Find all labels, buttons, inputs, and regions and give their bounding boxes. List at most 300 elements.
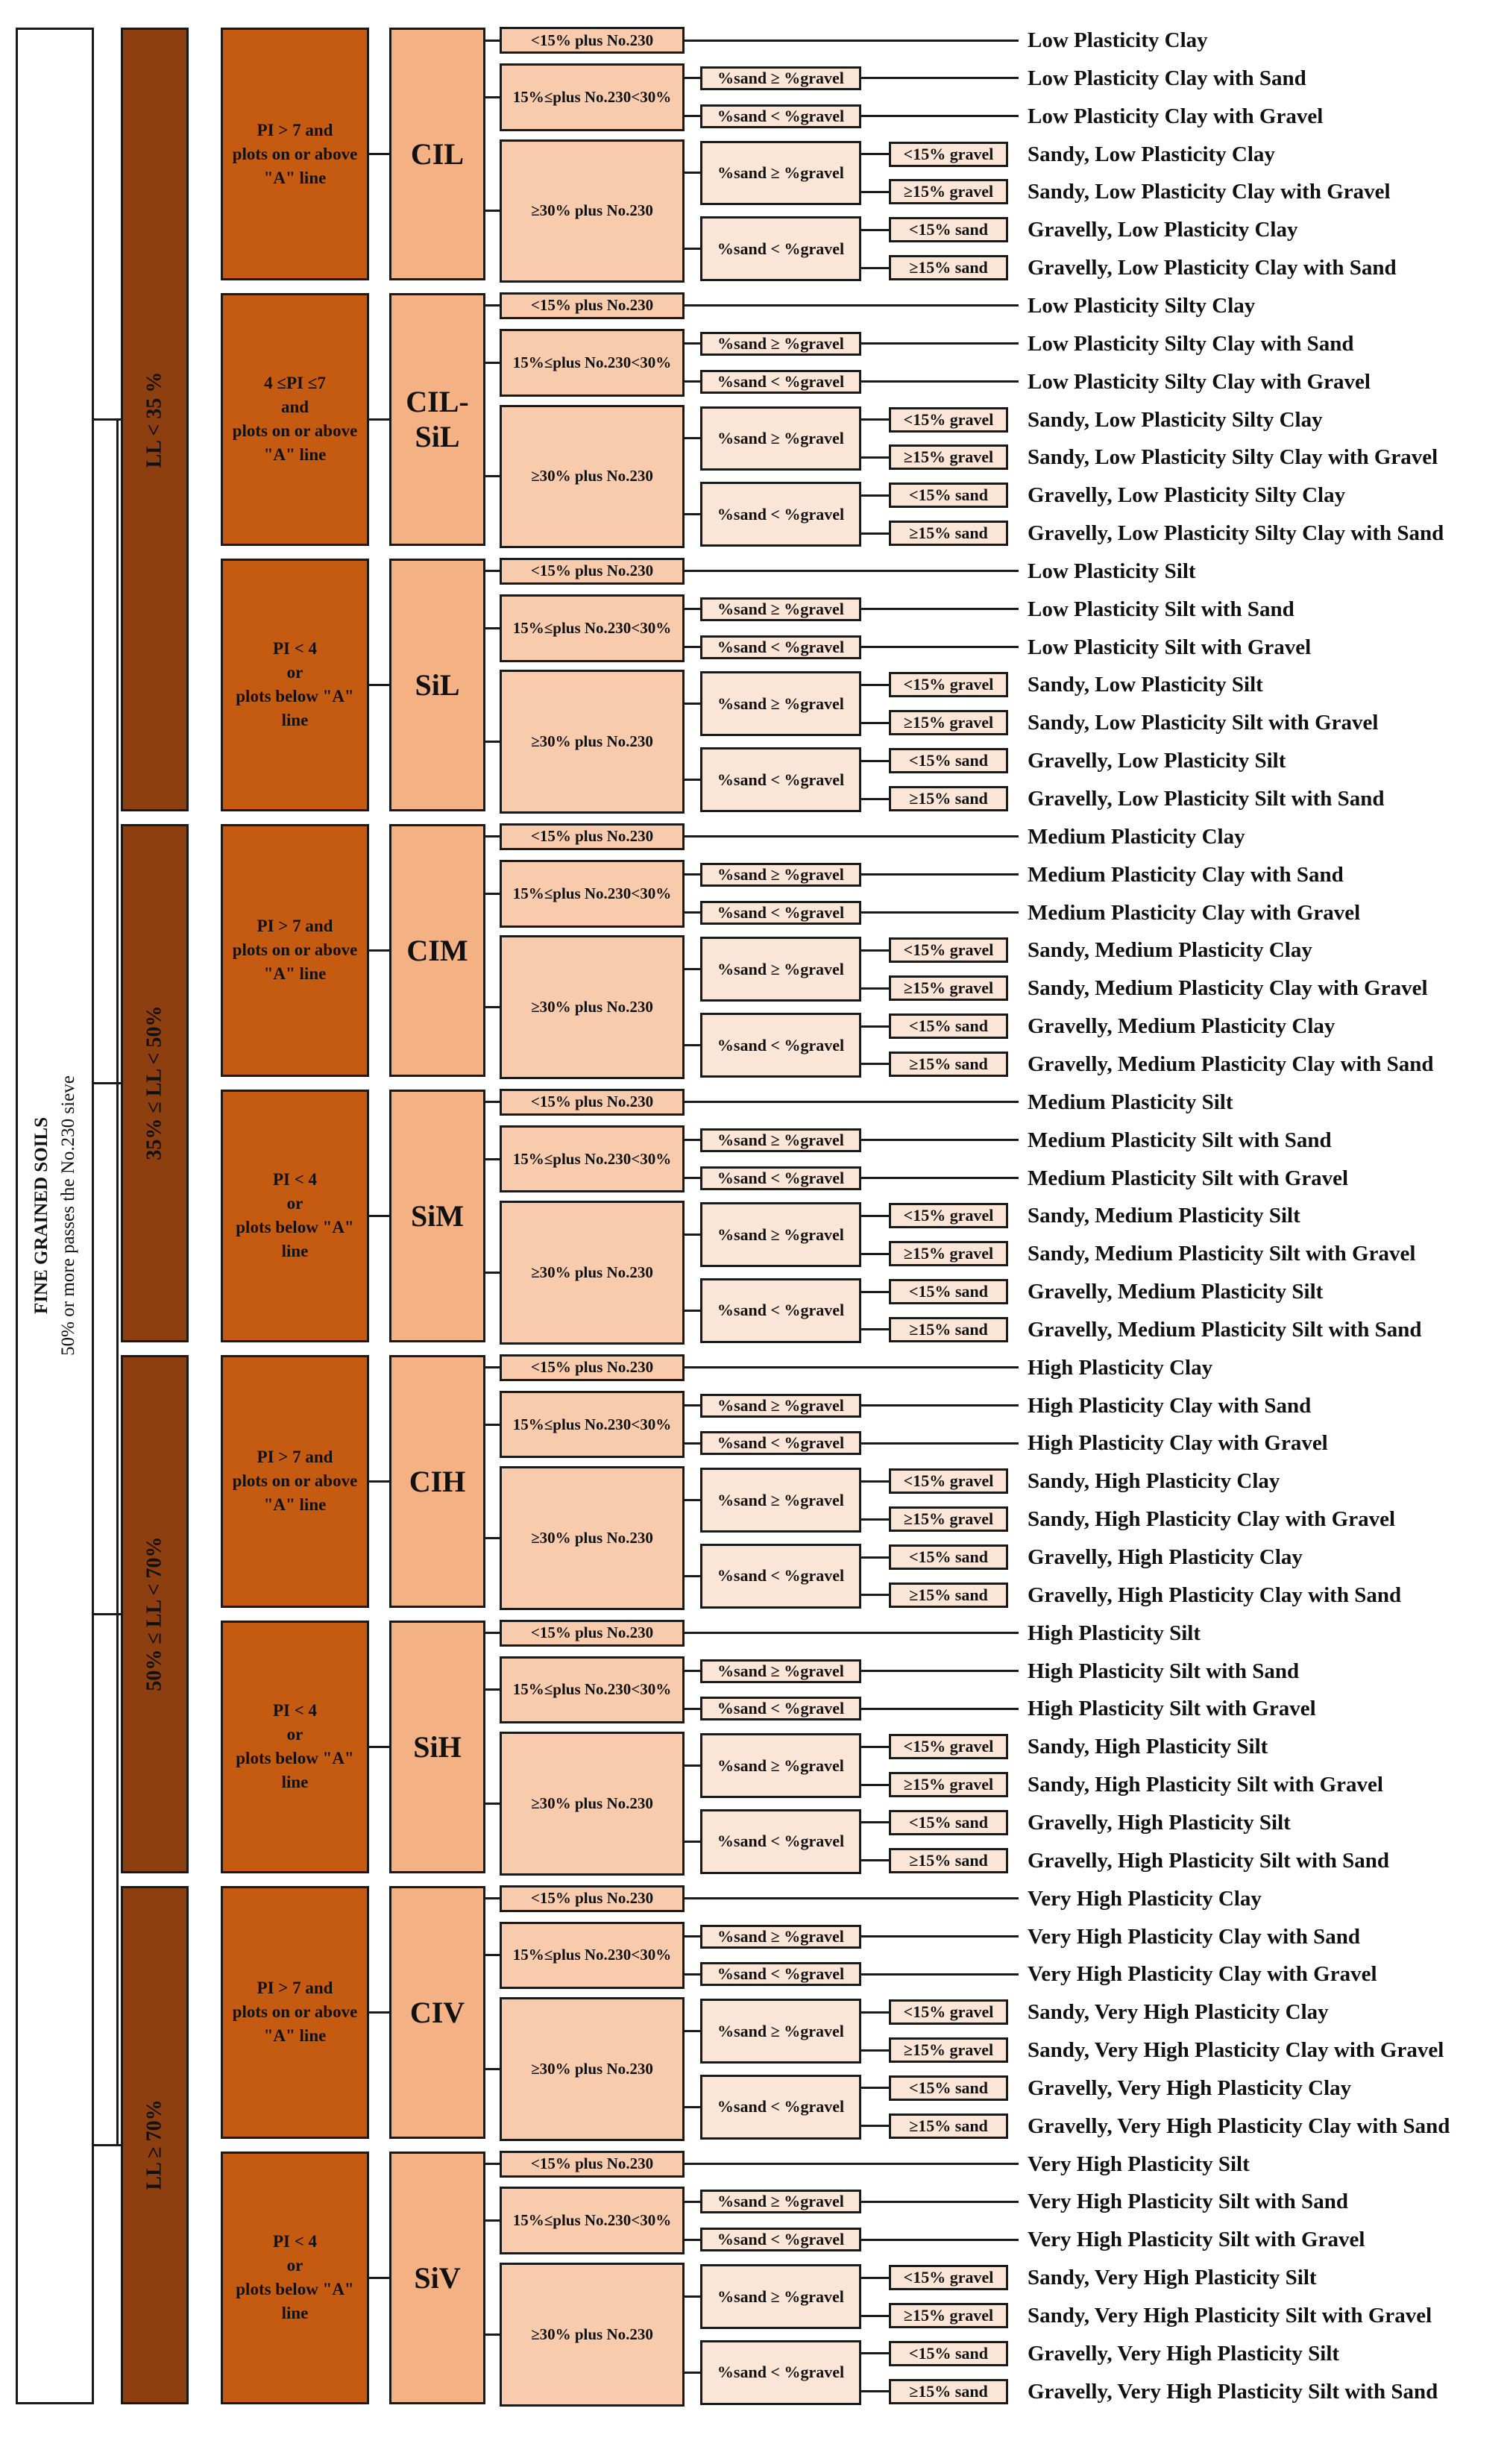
sand-gravel-box [700,104,861,128]
soil-group-name: Very High Plasticity Clay with Gravel [1028,1962,1377,1987]
fraction-box [889,1999,1008,2025]
condition-line: PI > 7 and [257,120,333,139]
condition-line: plots below "A" [236,1218,354,1237]
sieve-box-ge30 [500,1466,685,1610]
sand-gravel-label: %sand < %gravel [717,2097,845,2116]
connector-line [685,380,700,383]
connector-line [861,2125,889,2127]
connector-line [685,1708,700,1710]
connector-line [861,911,1019,914]
connector-line [485,570,500,572]
soil-code: CIM [406,933,468,967]
sand-gravel-box [700,901,861,925]
connector-line [685,1632,1019,1634]
soil-group-name: Gravelly, Low Plasticity Silty Clay with Sand [1028,521,1444,546]
sieve-box-lt15 [500,823,685,850]
condition-line: PI < 4 [272,1170,318,1189]
sand-gravel-label: %sand ≥ %gravel [717,864,844,884]
connector-line [485,627,500,629]
connector-line [685,646,700,648]
soil-code-box [389,293,485,546]
connector-line [685,703,700,705]
root-subtitle: 50% or more passes the No.230 sieve [57,1075,78,1357]
sand-gravel-box [700,671,861,736]
connector-line [485,40,500,42]
soil-group-name: Sandy, Low Plasticity Silt with Gravel [1028,711,1379,735]
connector-line [861,2201,1019,2203]
fraction-box [889,142,1008,167]
soil-group-name: Sandy, Low Plasticity Silty Clay [1028,407,1323,432]
condition-line: "A" line [263,445,327,465]
connector-line [861,2315,889,2317]
fraction-label: <15% gravel [903,144,994,163]
fraction-label: ≥15% gravel [903,447,994,467]
liquid-limit-label: 35% ≤ LL < 50% [142,1005,166,1160]
fraction-label: <15% gravel [903,2268,994,2287]
soil-group-name: Sandy, Very High Plasticity Silt with Gravel [1028,2304,1432,2328]
connector-line [861,1404,1019,1407]
fraction-label: ≥15% sand [909,2381,988,2401]
connector-line [485,835,500,837]
sieve-label: ≥30% plus No.230 [531,1529,653,1547]
connector-line [861,1973,1019,1976]
sieve-label: <15% plus No.230 [530,296,654,315]
connector-line [685,968,700,970]
connector-line [861,2352,889,2354]
sieve-box-ge30 [500,1201,685,1345]
soil-code-box [389,28,485,280]
sand-gravel-box [700,1659,861,1683]
connector-line [685,1841,700,1843]
sieve-box-lt15 [500,1089,685,1116]
soil-group-name: High Plasticity Silt with Gravel [1028,1697,1316,1721]
soil-group-name: Gravelly, Very High Plasticity Silt with Sand [1028,2379,1438,2404]
soil-group-name: Gravelly, Medium Plasticity Clay with Sand [1028,1052,1434,1076]
condition-box [221,1090,369,1342]
connector-line [685,1575,700,1577]
sieve-box-ge30 [500,1732,685,1876]
fraction-label: ≥15% gravel [903,1244,994,1263]
connector-line [369,2277,389,2279]
connector-line [94,1613,121,1615]
connector-line [485,1366,500,1368]
condition-line: plots below "A" [236,1749,354,1768]
fraction-box [889,1203,1008,1228]
sand-gravel-label: %sand ≥ %gravel [717,2287,844,2306]
liquid-limit-box [121,28,189,811]
fraction-label: <15% gravel [903,675,994,694]
sieve-box-mid [500,1391,685,1459]
sieve-box-ge30 [500,405,685,549]
sieve-box-mid [500,860,685,928]
fraction-box [889,672,1008,697]
sieve-box-ge30 [500,670,685,814]
connector-line [861,1784,889,1786]
sand-gravel-label: %sand < %gravel [717,1168,845,1187]
condition-line: line [281,1242,309,1261]
sand-gravel-label: %sand ≥ %gravel [717,959,844,978]
sieve-label: ≥30% plus No.230 [531,467,653,485]
condition-box [221,1621,369,1873]
sand-gravel-box [700,370,861,394]
fraction-label: <15% sand [908,1547,989,1566]
connector-line [861,1935,1019,1937]
fraction-label: ≥15% sand [909,1850,988,1870]
soil-code-box [389,1090,485,1342]
connector-line [861,115,1019,117]
connector-line [861,2277,889,2279]
sieve-label: <15% plus No.230 [530,1093,654,1111]
connector-line [861,987,889,990]
connector-line [861,2049,889,2052]
condition-text [233,371,358,467]
fraction-box [889,1052,1008,1077]
connector-line [861,873,1019,876]
condition-line: plots on or above [232,1471,358,1491]
fraction-box [889,2265,1008,2290]
sand-gravel-label: %sand ≥ %gravel [717,1756,844,1775]
fraction-box [889,786,1008,811]
connector-line [369,1215,389,1217]
soil-group-name: Gravelly, Medium Plasticity Clay [1028,1014,1335,1039]
condition-text [236,1168,353,1263]
sieve-label: ≥30% plus No.230 [531,1263,653,1282]
fraction-label: <15% gravel [903,409,994,429]
connector-line [861,1063,889,1065]
sieve-box-lt15 [500,2151,685,2178]
sand-gravel-label: %sand ≥ %gravel [717,333,844,353]
sand-gravel-box [700,1925,861,1949]
connector-line [685,1442,700,1445]
connector-line [369,153,389,155]
condition-text [233,914,358,986]
fraction-label: ≥15% sand [909,789,988,808]
connector-line [861,684,889,686]
soil-group-name: Low Plasticity Silty Clay with Sand [1028,331,1354,356]
soil-group-name: Gravelly, Low Plasticity Clay [1028,218,1298,242]
sand-gravel-label: %sand ≥ %gravel [717,599,844,618]
condition-box [221,293,369,546]
fraction-label: <15% gravel [903,940,994,960]
condition-line: or [286,663,303,682]
condition-line: PI < 4 [272,639,318,659]
sand-gravel-label: %sand < %gravel [717,1301,845,1320]
connector-line [94,1082,121,1084]
condition-line: "A" line [263,168,327,187]
soil-code: SiL [415,667,460,702]
connector-line [485,1006,500,1008]
connector-line [485,2163,500,2165]
connector-line [369,684,389,686]
connector-line [685,304,1019,307]
sand-gravel-box [700,332,861,356]
sand-gravel-box [700,2340,861,2405]
soil-group-name: Sandy, High Plasticity Silt [1028,1735,1268,1759]
sand-gravel-label: %sand < %gravel [717,1832,845,1851]
connector-line [685,1404,700,1407]
connector-line [685,1366,1019,1368]
sand-gravel-box [700,1733,861,1798]
fraction-box [889,748,1008,773]
connector-line [685,342,700,345]
condition-line: plots on or above [232,421,358,441]
connector-line [685,835,1019,837]
soil-group-name: Gravelly, Low Plasticity Silt [1028,749,1286,773]
connector-line [861,532,889,535]
connector-line [861,1746,889,1748]
fraction-label: <15% gravel [903,1471,994,1491]
soil-code-box [389,1355,485,1608]
fraction-box [889,217,1008,242]
connector-line [861,1556,889,1559]
soil-group-name: Sandy, Medium Plasticity Clay [1028,938,1312,963]
connector-line [685,1670,700,1672]
sieve-label: <15% plus No.230 [530,827,654,846]
soil-group-name: Gravelly, Low Plasticity Silt with Sand [1028,787,1385,811]
fraction-box [889,2379,1008,2404]
connector-line [861,494,889,497]
connector-line [861,608,1019,610]
connector-line [861,1594,889,1596]
sand-gravel-box [700,2190,861,2213]
sand-gravel-box [700,1278,861,1343]
liquid-limit-label: 50% ≤ LL < 70% [142,1536,166,1691]
root-label [28,1076,82,1357]
connector-line [485,1272,500,1274]
fraction-label: ≥15% sand [909,1319,988,1339]
connector-line [685,2372,700,2374]
sand-gravel-box [700,1013,861,1078]
connector-line [369,1480,389,1483]
soil-code: CIV [409,1995,465,2029]
sand-gravel-label: %sand < %gravel [717,637,845,656]
fraction-label: <15% sand [908,1812,989,1832]
sieve-label: 15%≤plus No.230<30% [512,353,672,371]
connector-line [485,1803,500,1805]
connector-line [685,1973,700,1976]
fraction-label: <15% sand [908,2343,989,2363]
fraction-box [889,1317,1008,1342]
soil-group-name: Gravelly, Low Plasticity Silty Clay [1028,483,1346,508]
condition-line: plots below "A" [236,687,354,706]
connector-line [685,1044,700,1046]
fraction-label: <15% gravel [903,2002,994,2022]
soil-group-name: Sandy, Medium Plasticity Clay with Gravel [1028,976,1428,1001]
sand-gravel-label: %sand ≥ %gravel [717,694,844,713]
sand-gravel-box [700,1394,861,1418]
connector-line [685,77,700,79]
sand-gravel-box [700,1468,861,1533]
sand-gravel-box [700,406,861,471]
soil-group-name: Sandy, High Plasticity Clay [1028,1469,1280,1494]
connector-line [861,1670,1019,1672]
sand-gravel-label: %sand ≥ %gravel [717,1661,844,1680]
condition-box [221,28,369,280]
fraction-label: ≥15% sand [909,524,988,543]
sand-gravel-box [700,635,861,659]
liquid-limit-box [121,1886,189,2404]
sieve-label: 15%≤plus No.230<30% [512,884,672,902]
sieve-label: ≥30% plus No.230 [531,732,653,751]
connector-line [369,2011,389,2014]
connector-line [485,1632,500,1634]
root-box-fine-grained-soils [16,28,94,2404]
fraction-label: <15% sand [908,2078,989,2097]
connector-line [485,893,500,895]
sand-gravel-box [700,1202,861,1267]
fraction-label: ≥15% gravel [903,182,994,201]
condition-line: PI < 4 [272,2232,318,2251]
condition-box [221,1886,369,2139]
soil-code: SiV [414,2260,461,2295]
fraction-box [889,1810,1008,1835]
soil-group-name: High Plasticity Clay [1028,1355,1213,1380]
sand-gravel-label: %sand < %gravel [717,1699,845,1718]
sieve-box-mid [500,329,685,397]
sand-gravel-box [700,1999,861,2064]
sieve-label: <15% plus No.230 [530,562,654,580]
condition-line: "A" line [263,2026,327,2046]
connector-line [685,115,700,117]
sieve-box-ge30 [500,139,685,283]
soil-group-name: Low Plasticity Silty Clay [1028,293,1256,318]
connector-line [685,1897,1019,1899]
fraction-label: ≥15% gravel [903,978,994,998]
connector-line [685,1935,700,1937]
soil-group-name: Gravelly, High Plasticity Clay with Sand [1028,1583,1402,1607]
connector-line [861,1480,889,1483]
sieve-label: <15% plus No.230 [530,2155,654,2173]
connector-line [861,798,889,800]
sand-gravel-label: %sand < %gravel [717,504,845,524]
soil-group-name: Very High Plasticity Clay [1028,1886,1262,1911]
sieve-box-ge30 [500,2263,685,2407]
sieve-box-mid [500,1125,685,1193]
sand-gravel-label: %sand < %gravel [717,902,845,922]
fraction-label: <15% gravel [903,1206,994,1225]
soil-group-name: Sandy, Low Plasticity Clay with Gravel [1028,180,1391,204]
sieve-box-lt15 [500,1885,685,1912]
sieve-box-ge30 [500,1997,685,2141]
fraction-box [889,1279,1008,1304]
connector-line [94,2144,121,2146]
sieve-label: ≥30% plus No.230 [531,201,653,220]
connector-line [861,1253,889,1255]
fraction-box [889,1583,1008,1608]
soil-group-name: Very High Plasticity Silt with Sand [1028,2190,1348,2214]
soil-group-name: Sandy, Low Plasticity Silt [1028,673,1263,697]
connector-line [861,1328,889,1330]
sand-gravel-label: %sand < %gravel [717,239,845,258]
soil-group-name: Low Plasticity Silt with Gravel [1028,635,1312,659]
fraction-label: ≥15% sand [909,1054,988,1073]
condition-text [236,637,353,732]
connector-line [485,1537,500,1539]
sieve-box-mid [500,594,685,662]
sand-gravel-label: %sand < %gravel [717,2363,845,2382]
connector-line [861,1518,889,1521]
fraction-label: <15% sand [908,1016,989,1036]
sieve-label: 15%≤plus No.230<30% [512,1680,672,1699]
connector-line [485,1424,500,1426]
connector-line [685,2201,700,2203]
soil-group-name: Sandy, High Plasticity Clay with Gravel [1028,1507,1396,1532]
fraction-box [889,407,1008,433]
connector-line [861,2087,889,2089]
connector-line [861,229,889,231]
fraction-box [889,1241,1008,1266]
sieve-label: ≥30% plus No.230 [531,2059,653,2078]
sand-gravel-box [700,747,861,812]
fraction-box [889,975,1008,1001]
connector-line [685,2163,1019,2165]
sand-gravel-label: %sand < %gravel [717,2230,845,2249]
soil-group-name: Gravelly, Very High Plasticity Clay with Sand [1028,2113,1450,2138]
sand-gravel-label: %sand < %gravel [717,1433,845,1453]
sand-gravel-box [700,1962,861,1986]
connector-line [685,2295,700,2298]
soil-group-name: Sandy, Medium Plasticity Silt [1028,1204,1300,1228]
soil-group-name: Medium Plasticity Silt [1028,1090,1233,1114]
sieve-box-mid [500,2187,685,2254]
fraction-box [889,521,1008,546]
sieve-box-mid [500,63,685,131]
connector-line [485,1101,500,1103]
soil-group-name: Gravelly, High Plasticity Silt with Sand [1028,1848,1389,1873]
soil-code-box [389,559,485,811]
connector-line [861,342,1019,345]
connector-line [685,2106,700,2108]
soil-group-name: Sandy, Very High Plasticity Clay [1028,2000,1329,2025]
fraction-label: ≥15% gravel [903,1775,994,1794]
soil-group-name: Medium Plasticity Silt with Gravel [1028,1166,1349,1190]
fraction-box [889,179,1008,204]
sand-gravel-label: %sand ≥ %gravel [717,1395,844,1415]
connector-line [485,1897,500,1899]
connector-line [485,362,500,364]
connector-line [861,760,889,762]
soil-group-name: Low Plasticity Clay [1028,28,1208,52]
fraction-label: ≥15% sand [909,258,988,277]
liquid-limit-box [121,824,189,1342]
soil-group-name: Low Plasticity Silt [1028,559,1196,583]
condition-line: or [286,1725,303,1744]
fraction-label: ≥15% gravel [903,1509,994,1529]
condition-line: PI < 4 [272,1701,318,1720]
liquid-limit-label: LL < 35 % [142,371,166,468]
soil-group-name: Low Plasticity Silty Clay with Gravel [1028,369,1371,394]
connector-line [485,96,500,98]
connector-line [685,2239,700,2241]
soil-group-name: Low Plasticity Clay with Gravel [1028,104,1324,128]
sand-gravel-box [700,1128,861,1152]
condition-box [221,1355,369,1608]
soil-group-name: Gravelly, High Plasticity Clay [1028,1545,1303,1569]
connector-line [861,1291,889,1293]
fraction-box [889,2037,1008,2063]
fraction-box [889,1013,1008,1039]
connector-line [485,210,500,212]
connector-line [485,475,500,477]
connector-line [861,380,1019,383]
connector-line [861,1177,1019,1179]
condition-text [233,119,358,190]
soil-group-name: Gravelly, Medium Plasticity Silt with Sand [1028,1317,1422,1342]
condition-line: PI > 7 and [257,1979,333,1998]
soil-code-box [389,1886,485,2139]
connector-line [861,2239,1019,2241]
connector-line [861,646,1019,648]
